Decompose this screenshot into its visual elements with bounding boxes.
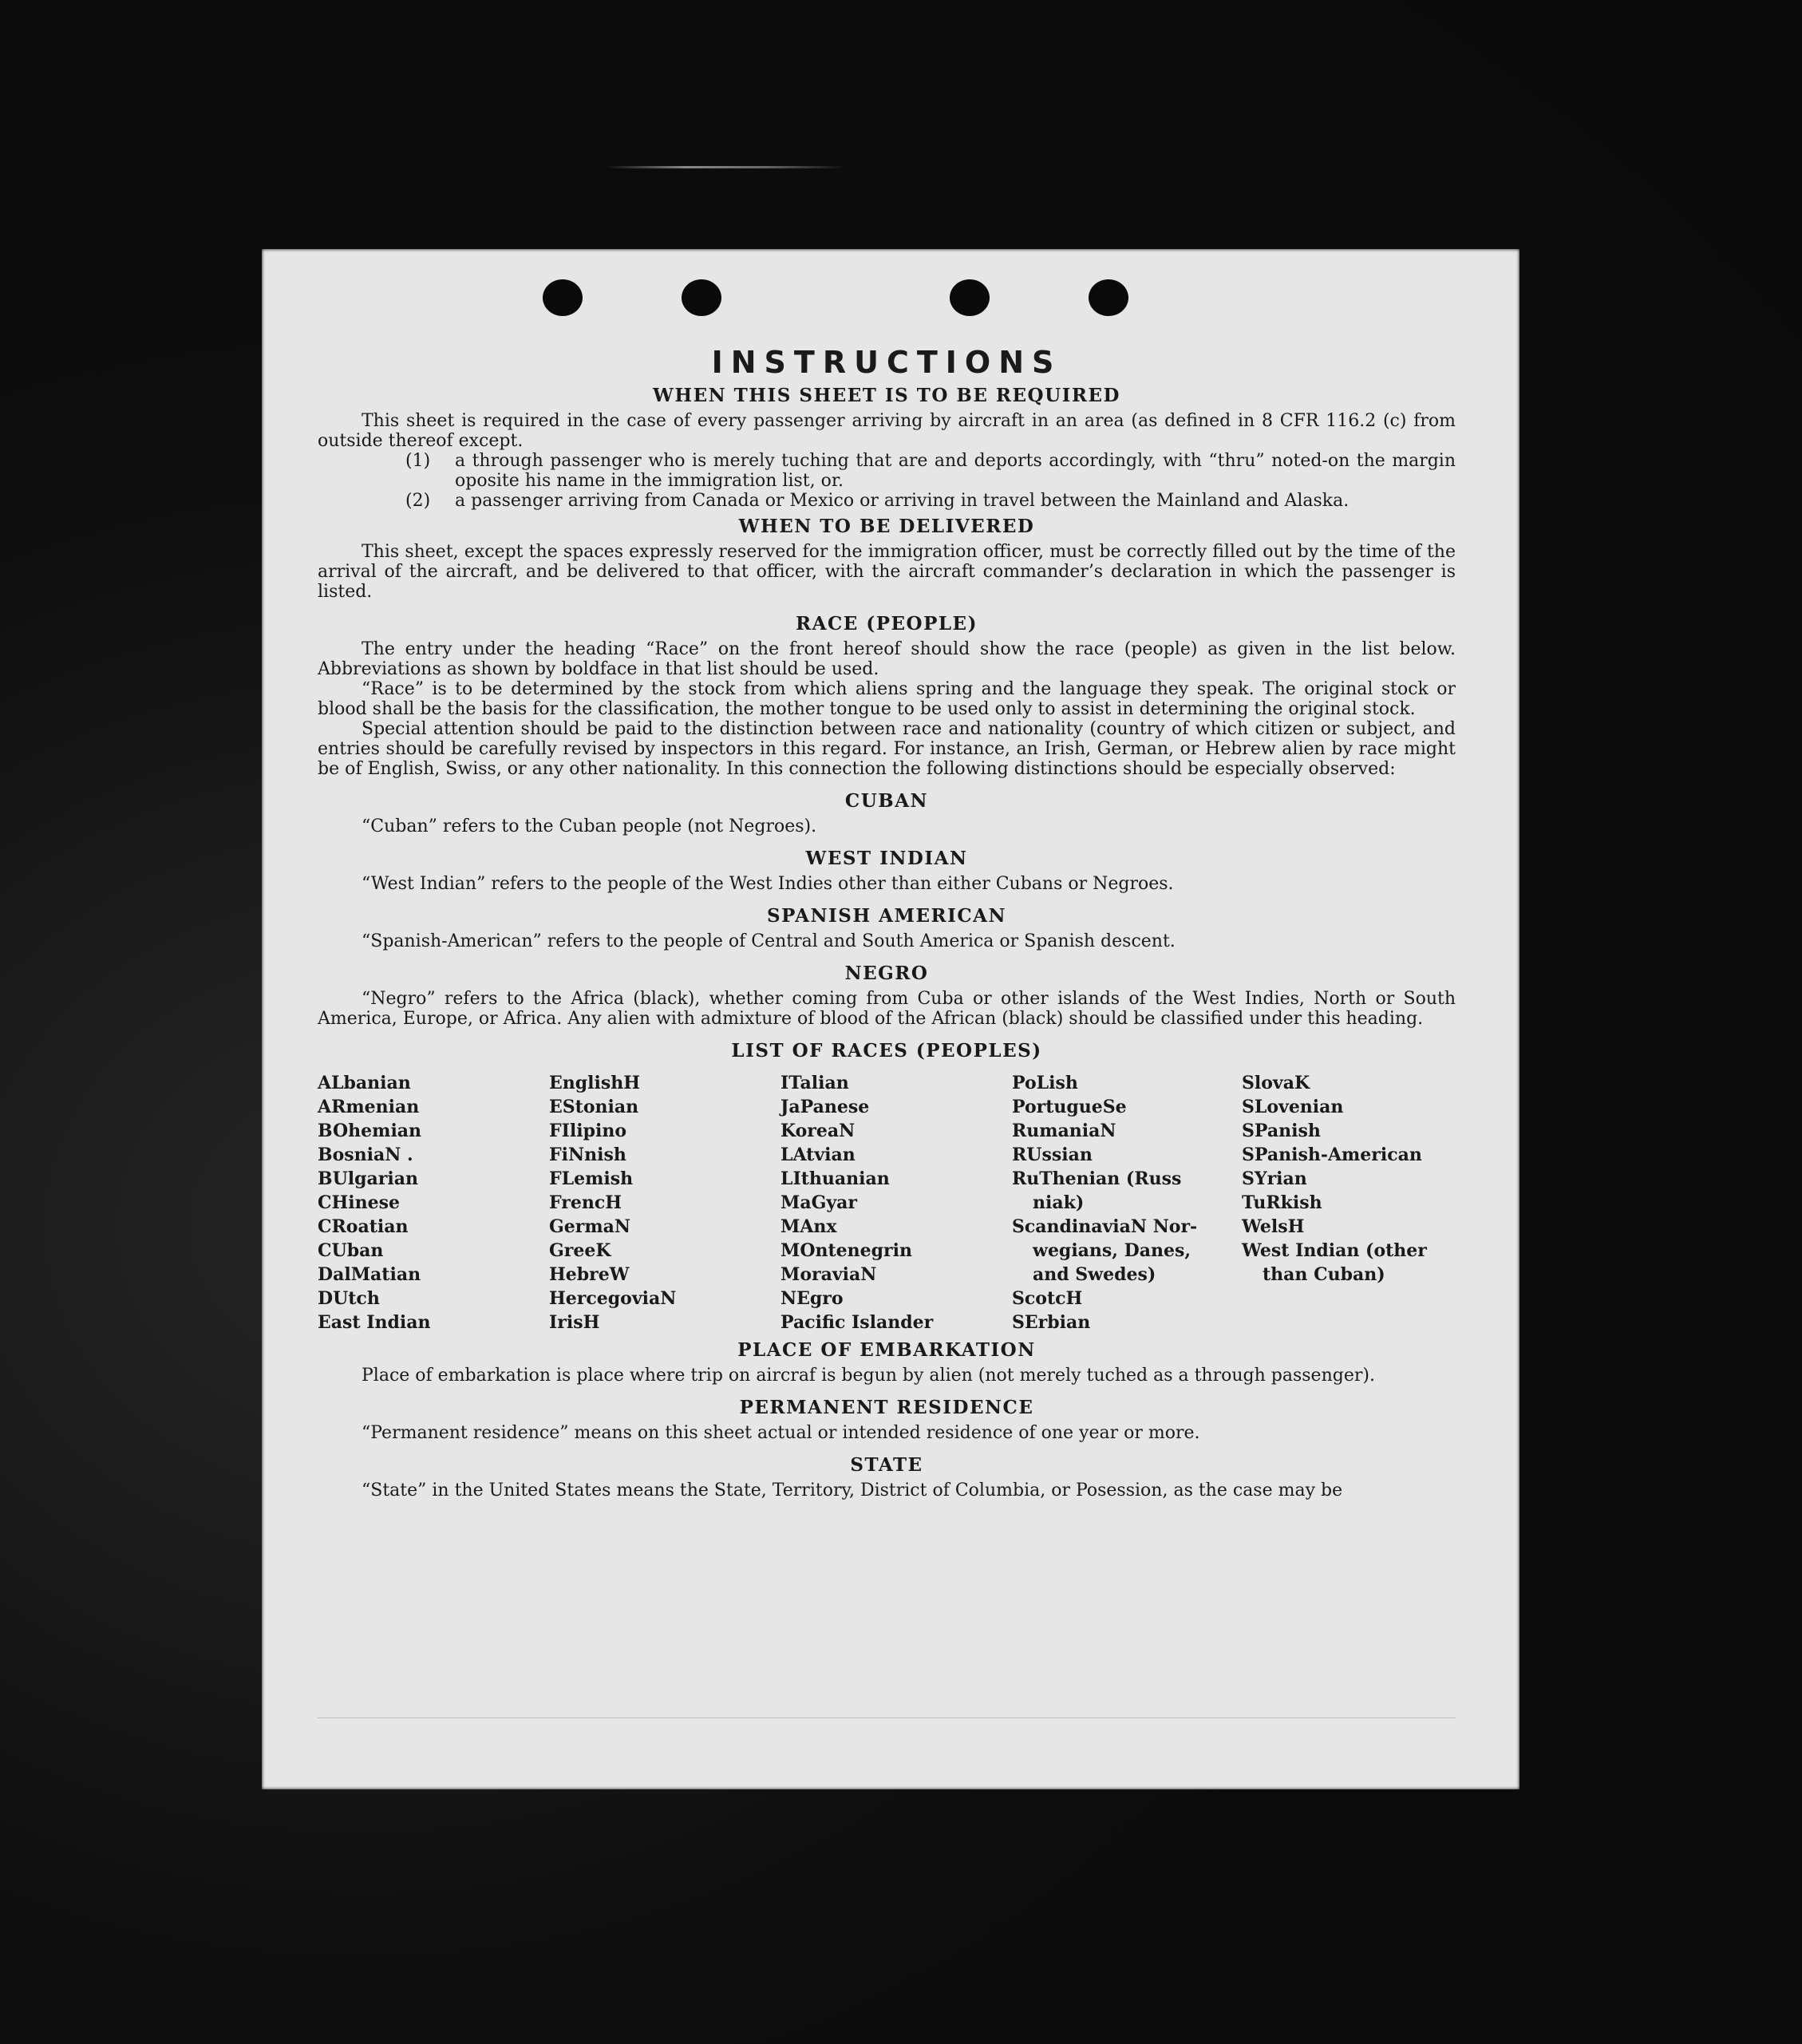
page-title: INSTRUCTIONS — [711, 345, 1062, 380]
races-list — [318, 1071, 1456, 1334]
race-entry: HebreW — [549, 1264, 630, 1285]
west-indian-text: “West Indian” refers to the people of the West Indies other than either Cubans or Negroes. — [362, 874, 1174, 894]
section-heading-residence: PERMANENT RESIDENCE — [739, 1397, 1034, 1418]
race-paragraph: “Race” is to be determined by the stock from which aliens spring and the language they speak. The original stock or blood shall be the basis for the classification, the mother tongue to be used only to assist in determining the original stock. — [318, 679, 1456, 719]
race-entry: DalMatian — [318, 1264, 421, 1285]
residence-text: “Permanent residence” means on this sheet actual or intended residence of one year or more. — [362, 1423, 1200, 1443]
section-heading-races-list: LIST OF RACES (PEOPLES) — [731, 1040, 1042, 1062]
race-entry: SlovaK — [1242, 1073, 1310, 1093]
race-entry: wegians, Danes, — [1033, 1240, 1191, 1261]
punch-hole — [1089, 279, 1128, 316]
race-entry: SYrian — [1242, 1168, 1307, 1189]
race-entry: Pacific Islander — [780, 1312, 934, 1333]
race-paragraph: The entry under the heading “Race” on the front hereof should show the race (people) as given in the list below. Abbreviations as shown by boldface in that list should be used. — [318, 639, 1456, 679]
race-entry: BUlgarian — [318, 1168, 418, 1189]
races-column — [549, 1071, 780, 1334]
race-entry: SPanish-American — [1242, 1145, 1422, 1165]
race-entry: FIlipino — [549, 1121, 627, 1141]
race-entry: WelsH — [1242, 1216, 1305, 1237]
race-entry: HercegoviaN — [549, 1288, 677, 1309]
punch-hole — [950, 279, 990, 316]
race-entry: than Cuban) — [1263, 1264, 1385, 1285]
races-column — [1242, 1071, 1449, 1334]
embarkation-text: Place of embarkation is place where trip on aircraf is begun by alien (not merely tuched as a through passenger). — [362, 1366, 1375, 1386]
races-column — [318, 1071, 549, 1334]
race-entry: BOhemian — [318, 1121, 422, 1141]
race-entry: ALbanian — [318, 1073, 411, 1093]
races-column — [1012, 1071, 1242, 1334]
required-item — [405, 491, 1456, 511]
punch-hole — [543, 279, 583, 316]
section-heading-race: RACE (PEOPLE) — [796, 613, 978, 635]
race-entry: DUtch — [318, 1288, 380, 1309]
required-intro: This sheet is required in the case of every passenger arriving by aircraft in an area (as defined in 8 CFR 116.2 (c) from outside thereof except. — [318, 411, 1456, 451]
section-heading-west-indian: WEST INDIAN — [805, 848, 968, 869]
negro-text: “Negro” refers to the Africa (black), whether coming from Cuba or other islands of the West Indies, North or South America, Europe, or Africa. Any alien with admixture of blood of the African (black) should be classified under this heading. — [318, 989, 1456, 1029]
race-entry: JaPanese — [780, 1097, 870, 1117]
race-entry: and Swedes) — [1033, 1264, 1156, 1285]
race-entry: LAtvian — [780, 1145, 856, 1165]
section-heading-cuban: CUBAN — [844, 790, 929, 812]
race-entry: ARmenian — [318, 1097, 420, 1117]
race-entry: CRoatian — [318, 1216, 409, 1237]
race-entry: SErbian — [1012, 1312, 1091, 1333]
race-entry: EnglishH — [549, 1073, 641, 1093]
section-heading-state: STATE — [850, 1454, 923, 1476]
race-entry: MoraviaN — [780, 1264, 877, 1285]
spanish-american-text: “Spanish-American” refers to the people of Central and South America or Spanish descent. — [362, 931, 1176, 951]
item-text: a passenger arriving from Canada or Mexico or arriving in travel between the Mainland and Alaska. — [455, 491, 1350, 511]
race-entry: West Indian (other — [1242, 1240, 1427, 1261]
race-entry: niak) — [1033, 1192, 1085, 1213]
race-entry: ScandinaviaN Nor- — [1012, 1216, 1198, 1237]
race-paragraph: Special attention should be paid to the distinction between race and nationality (country of which citizen or subject, and entries should be carefully revised by inspectors in this regard. For instance, an Irish, German, or Hebrew alien by race might be of English, Swiss, or any other nationality. In this connection the following distinctions should be especially observed: — [318, 719, 1456, 779]
race-entry: GermaN — [549, 1216, 631, 1237]
race-entry: LIthuanian — [780, 1168, 890, 1189]
delivered-text: This sheet, except the spaces expressly reserved for the immigration officer, must be correctly filled out by the time of the arrival of the aircraft, and be delivered to that officer, with the aircraft commander’s declaration in which the passenger is listed. — [318, 542, 1456, 602]
race-entry: TuRkish — [1242, 1192, 1322, 1213]
section-heading-delivered: WHEN TO BE DELIVERED — [738, 516, 1035, 537]
section-heading-spanish-american: SPANISH AMERICAN — [766, 905, 1007, 927]
race-entry: East Indian — [318, 1312, 431, 1333]
race-entry: PoLish — [1012, 1073, 1078, 1093]
document-content — [318, 345, 1456, 1500]
item-number: (2) — [405, 491, 431, 511]
state-text: “State” in the United States means the State, Territory, District of Columbia, or Posession, as the case may be — [362, 1481, 1343, 1500]
race-entry: RuThenian (Russ — [1012, 1168, 1182, 1189]
race-entry: NEgro — [780, 1288, 844, 1309]
race-entry: EStonian — [549, 1097, 639, 1117]
race-entry: FrencH — [549, 1192, 622, 1213]
race-entry: GreeK — [549, 1240, 611, 1261]
race-entry: RumaniaN — [1012, 1121, 1116, 1141]
race-entry: FLemish — [549, 1168, 634, 1189]
race-entry: MOntenegrin — [780, 1240, 912, 1261]
race-entry: CUban — [318, 1240, 384, 1261]
section-heading-required: WHEN THIS SHEET IS TO BE REQUIRED — [653, 385, 1120, 406]
race-entry: SLovenian — [1242, 1097, 1344, 1117]
race-entry: KoreaN — [780, 1121, 856, 1141]
race-entry: MAnx — [780, 1216, 837, 1237]
required-item — [405, 451, 1456, 491]
race-entry: BosniaN . — [318, 1145, 413, 1165]
section-heading-embarkation: PLACE OF EMBARKATION — [737, 1339, 1036, 1361]
race-entry: RUssian — [1012, 1145, 1093, 1165]
race-entry: ITalian — [780, 1073, 849, 1093]
punch-hole — [682, 279, 721, 316]
race-entry: CHinese — [318, 1192, 401, 1213]
race-entry: PortugueSe — [1012, 1097, 1127, 1117]
race-entry: SPanish — [1242, 1121, 1321, 1141]
section-heading-negro: NEGRO — [844, 963, 929, 984]
races-column — [780, 1071, 1012, 1334]
cuban-text: “Cuban” refers to the Cuban people (not Negroes). — [362, 816, 817, 836]
race-entry: MaGyar — [780, 1192, 858, 1213]
race-entry: IrisH — [549, 1312, 600, 1333]
race-entry: ScotcH — [1012, 1288, 1083, 1309]
document-page — [262, 249, 1519, 1789]
item-text: a through passenger who is merely tuching that are and deports accordingly, with “thru” noted-on the margin oposite his name in the immigration list, or. — [455, 451, 1456, 491]
item-number: (1) — [405, 451, 431, 471]
race-entry: FiNnish — [549, 1145, 626, 1165]
